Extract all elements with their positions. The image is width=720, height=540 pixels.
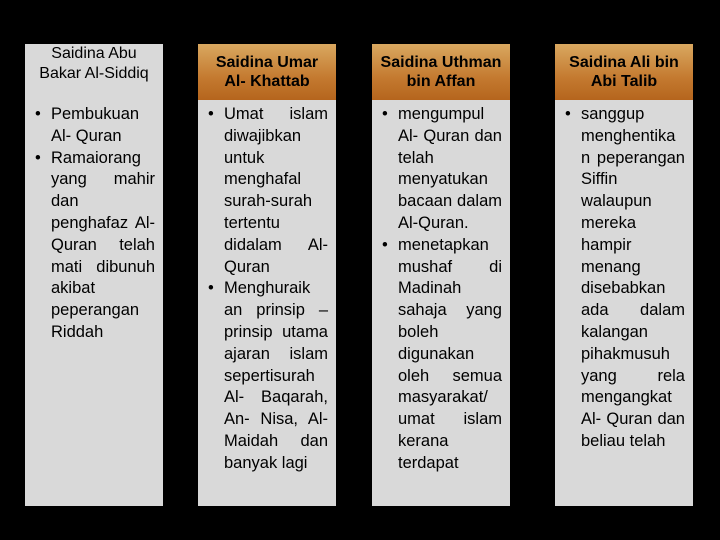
column-uthman [372, 44, 510, 506]
bullet-list [563, 104, 685, 453]
bullet-list [206, 104, 328, 475]
column-title: Saidina Abu Bakar Al-Siddiq [25, 44, 163, 100]
column-umar [198, 44, 336, 506]
bullet-list [33, 104, 155, 344]
list-item: • sanggup menghentika n peperangan Siffin walaupun mereka hampir menang disebabkan ada dalam kalangan pihakmusuh yang rela mengangkat Al- Quran dan beliau telah [563, 104, 685, 453]
bullet-list [380, 104, 502, 475]
list-item: • Menghuraik an prinsip – prinsip utama ajaran islam sepertisurah Al- Baqarah, An- Nisa, Al-Maidah dan banyak lagi [206, 278, 328, 474]
column-title: Saidina Ali bin Abi Talib [555, 44, 693, 100]
list-item: • Pembukuan Al- Quran [33, 104, 155, 148]
column-title: Saidina Uthman bin Affan [372, 44, 510, 100]
list-item: • Ramaiorang yang mahir dan penghafaz Al- Quran telah mati dibunuh akibat peperangan Riddah [33, 148, 155, 344]
list-item: • Umat islam diwajibkan untuk menghafal surah-surah tertentu didalam Al-Quran [206, 104, 328, 278]
column-abu-bakar [25, 44, 163, 506]
list-item: • menetapkan mushaf di Madinah sahaja yang boleh digunakan oleh semua masyarakat/ umat islam kerana terdapat [380, 235, 502, 475]
list-item: • mengumpul Al- Quran dan telah menyatukan bacaan dalam Al-Quran. [380, 104, 502, 235]
column-title: Saidina Umar Al- Khattab [198, 44, 336, 100]
column-ali [555, 44, 693, 506]
